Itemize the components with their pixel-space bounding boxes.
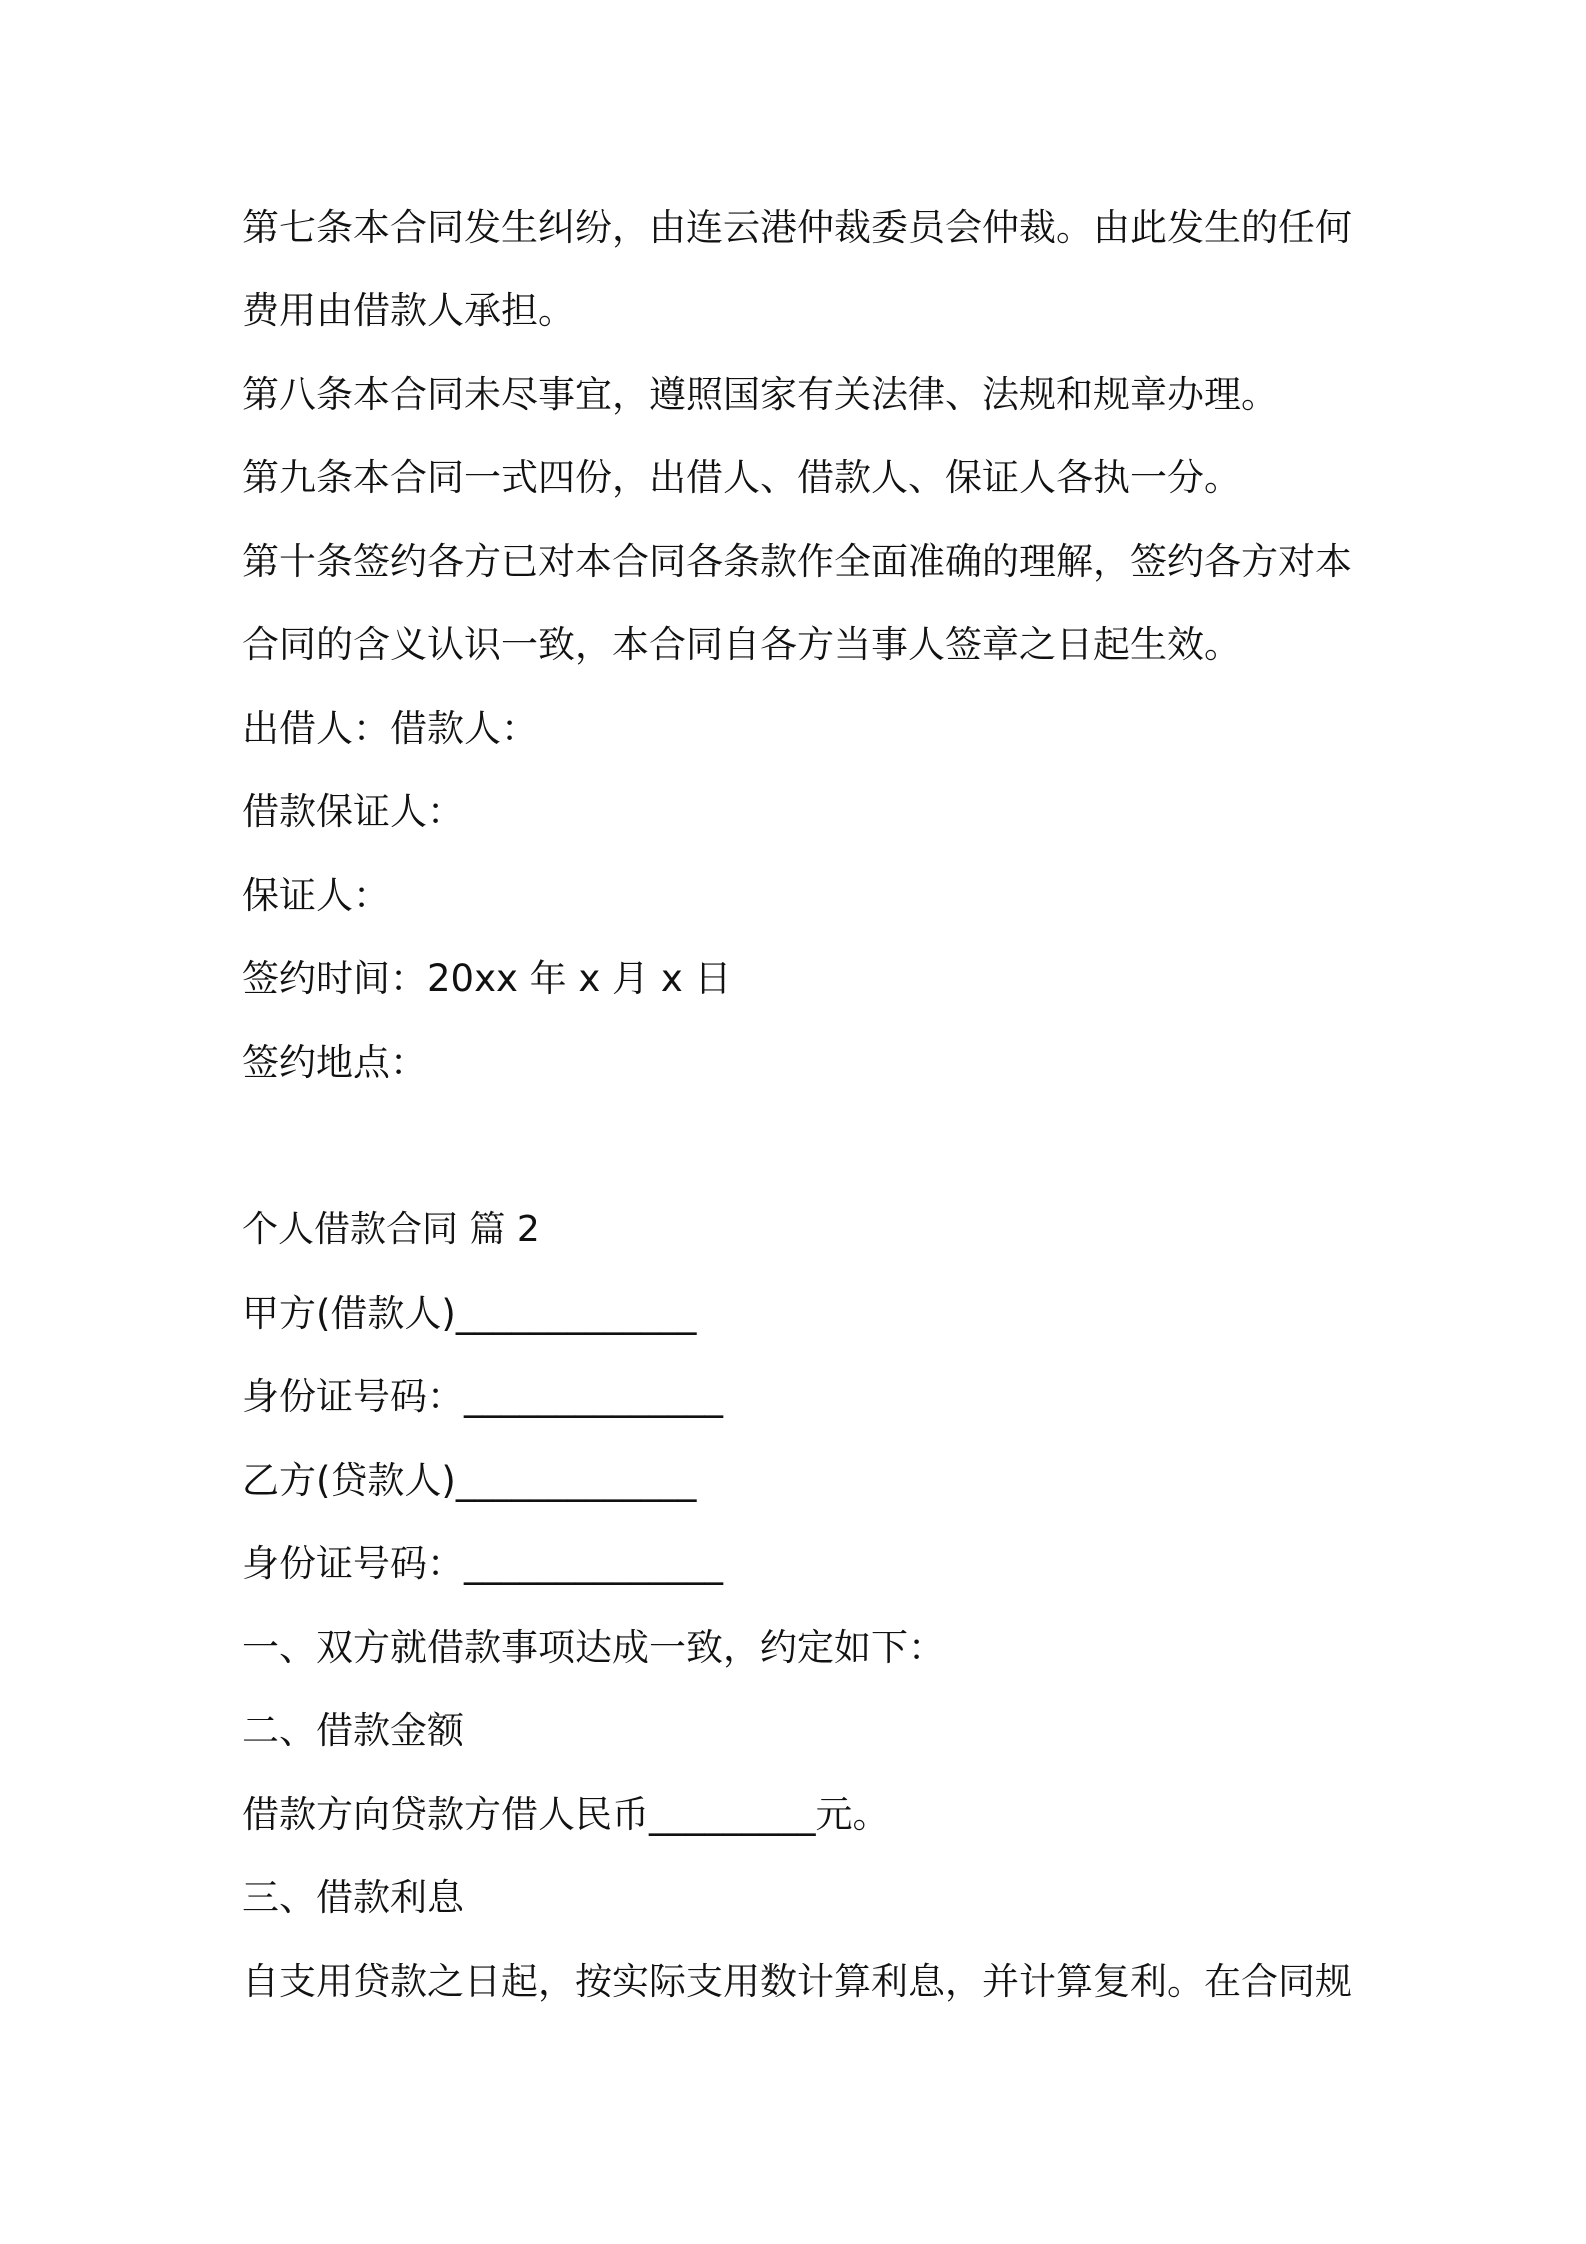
signing-date: 签约时间：20xx 年 x 月 x 日 xyxy=(242,957,732,1000)
signature-guarantor: 保证人： xyxy=(242,874,390,917)
article-10-line-2: 合同的含义认识一致，本合同自各方当事人签章之日起生效。 xyxy=(242,623,1241,666)
clause-1-agreement: 一、双方就借款事项达成一致，约定如下： xyxy=(242,1626,945,1669)
section-title: 个人借款合同 篇 2 xyxy=(242,1209,540,1250)
signature-loan-guarantor: 借款保证人： xyxy=(242,790,464,833)
article-8: 第八条本合同未尽事宜，遵照国家有关法律、法规和规章办理。 xyxy=(242,373,1278,416)
party-a-borrower: 甲方(借款人)_____________ xyxy=(242,1292,697,1335)
party-b-lender: 乙方(贷款人)_____________ xyxy=(242,1459,697,1502)
party-a-id-number: 身份证号码：______________ xyxy=(242,1375,723,1418)
party-b-id-number: 身份证号码：______________ xyxy=(242,1542,723,1585)
article-9: 第九条本合同一式四份，出借人、借款人、保证人各执一分。 xyxy=(242,456,1241,499)
signing-place: 签约地点： xyxy=(242,1041,427,1084)
article-7-line-2: 费用由借款人承担。 xyxy=(242,289,575,332)
interest-line: 自支用贷款之日起，按实际支用数计算利息，并计算复利。在合同规 xyxy=(242,1960,1352,2003)
article-10-line-1: 第十条签约各方已对本合同各条款作全面准确的理解，签约各方对本 xyxy=(242,540,1352,583)
signature-lender-borrower: 出借人：借款人： xyxy=(242,707,538,750)
loan-amount-line: 借款方向贷款方借人民币_________元。 xyxy=(242,1793,890,1836)
article-7-line-1: 第七条本合同发生纠纷，由连云港仲裁委员会仲裁。由此发生的任何 xyxy=(242,206,1352,249)
clause-2-heading: 二、借款金额 xyxy=(242,1709,464,1752)
clause-3-heading: 三、借款利息 xyxy=(242,1876,464,1919)
